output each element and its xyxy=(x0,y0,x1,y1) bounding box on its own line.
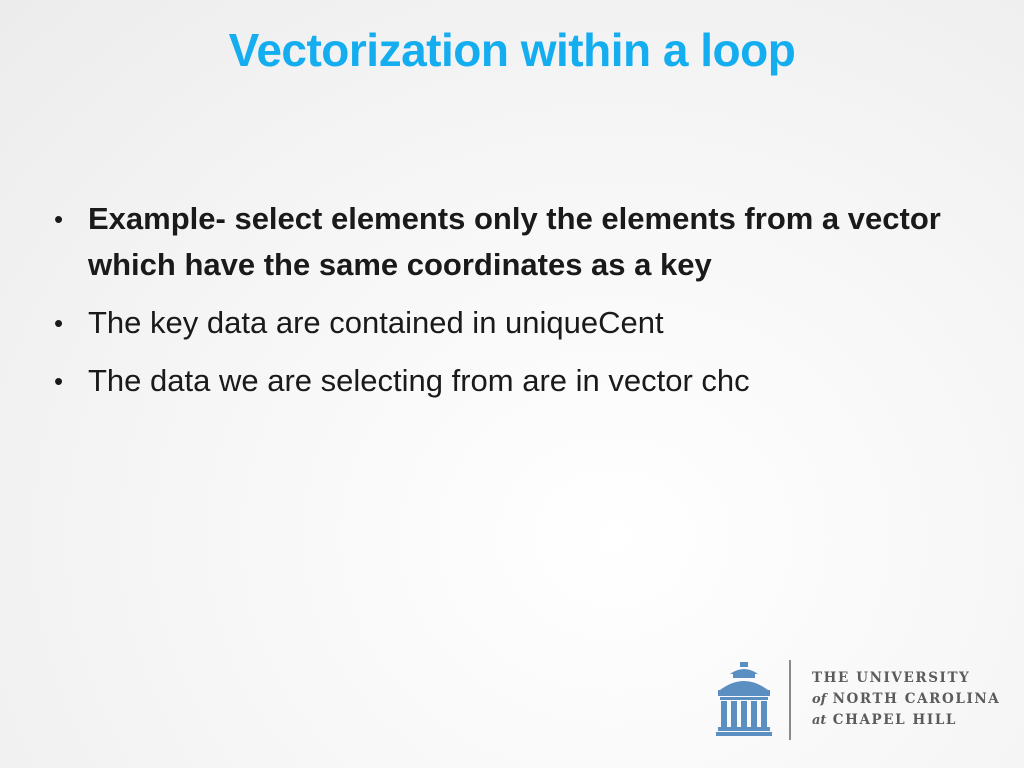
bullet-item xyxy=(48,300,968,346)
university-logo xyxy=(716,658,1006,740)
bullet-dot-icon: • xyxy=(54,366,64,396)
bullet-text: The key data are contained in uniqueCent xyxy=(88,305,664,340)
bullet-list xyxy=(48,196,968,416)
bullet-text: Example- select elements only the elements from a vector which have the same coordinates as a key xyxy=(88,201,941,282)
bullet-item xyxy=(48,196,968,288)
logo-line-1: THE UNIVERSITY xyxy=(812,670,971,686)
logo-wordmark xyxy=(812,668,1000,731)
bullet-dot-icon: • xyxy=(54,204,64,234)
logo-line-3: at CHAPEL HILL xyxy=(812,712,958,728)
logo-line-2: of NORTH CAROLINA xyxy=(812,691,1001,707)
bullet-dot-icon: • xyxy=(54,308,64,338)
old-well-icon xyxy=(716,662,772,736)
bullet-item xyxy=(48,358,968,404)
logo-divider xyxy=(789,660,791,740)
bullet-text: The data we are selecting from are in vector chc xyxy=(88,363,750,398)
slide-title: Vectorization within a loop xyxy=(228,24,796,76)
